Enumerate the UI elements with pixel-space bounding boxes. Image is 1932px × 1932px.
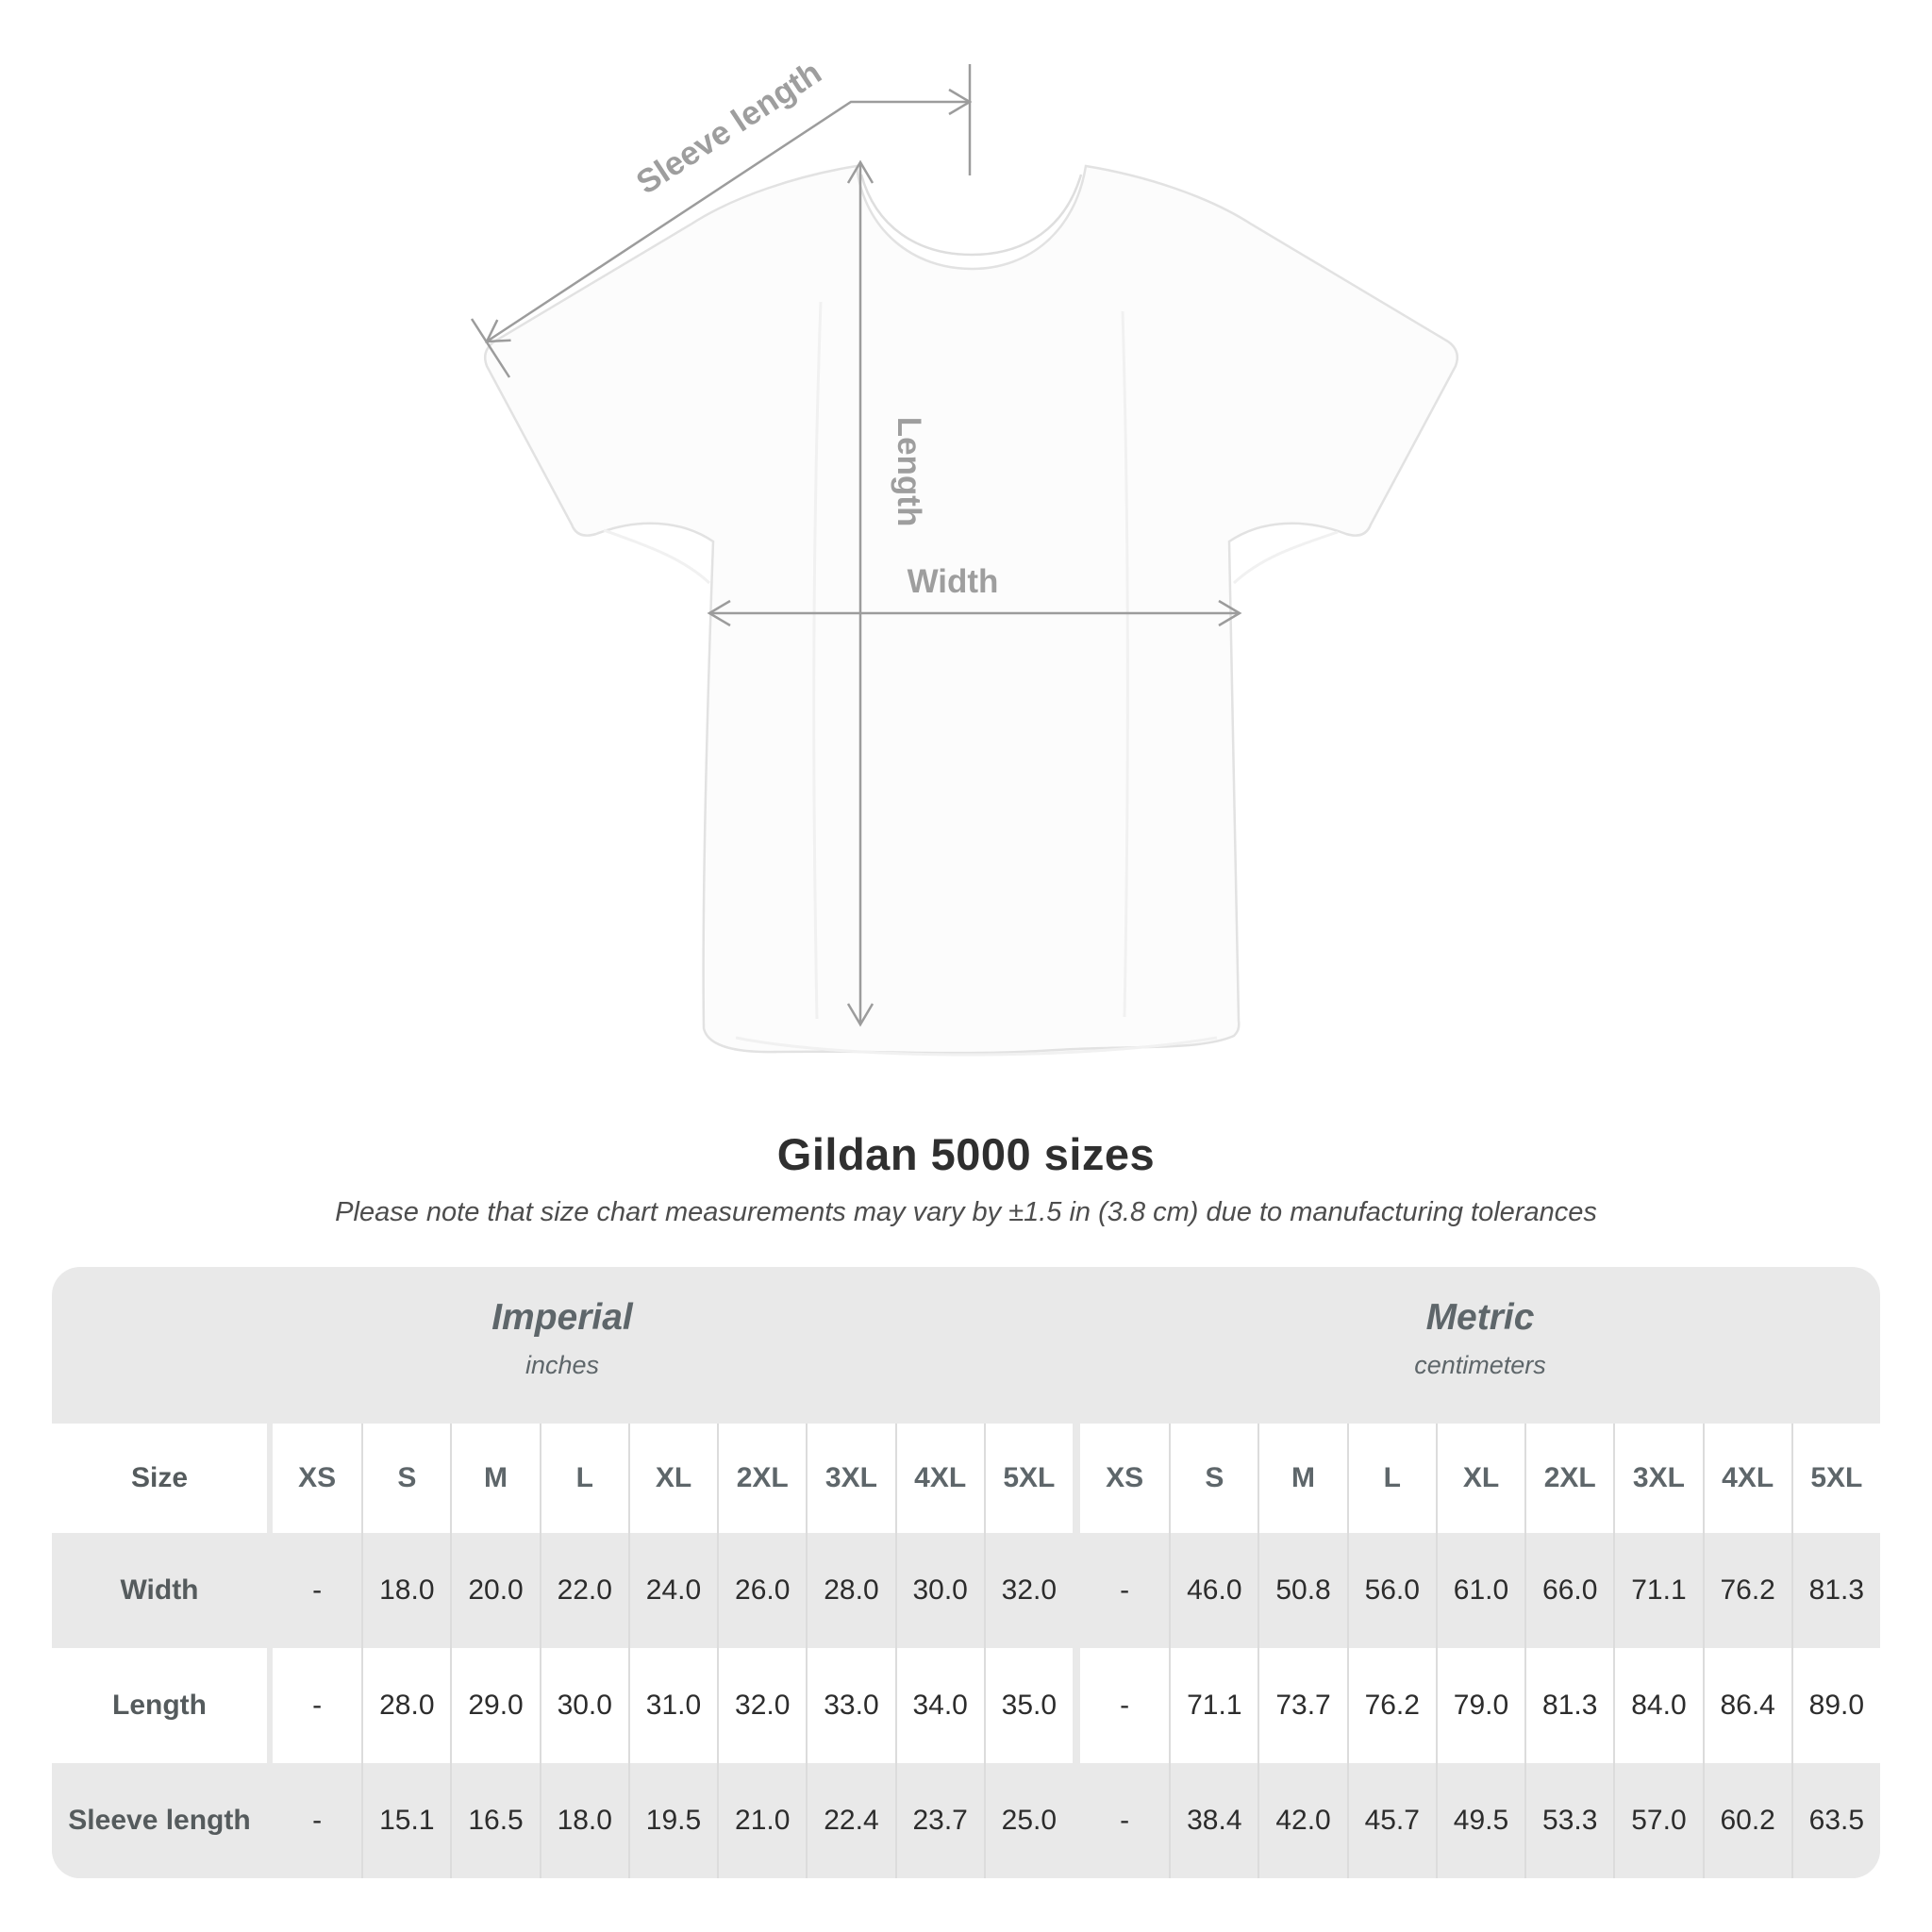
size-value-cell: 35.0 <box>984 1648 1073 1763</box>
row-label: Length <box>52 1648 267 1763</box>
size-header-cell: XL <box>628 1424 717 1533</box>
size-value-cell: 38.4 <box>1169 1763 1257 1878</box>
size-column-header: Size <box>52 1424 267 1533</box>
size-value-cell: 76.2 <box>1703 1533 1791 1648</box>
size-header-cell: 3XL <box>1613 1424 1702 1533</box>
size-header-cell: 4XL <box>895 1424 984 1533</box>
size-header-cell: S <box>361 1424 450 1533</box>
size-value-cell: 20.0 <box>450 1533 539 1648</box>
imperial-group-header <box>52 1267 1073 1424</box>
size-value-cell: 42.0 <box>1257 1763 1346 1878</box>
size-header-cell: 5XL <box>984 1424 1073 1533</box>
size-value-cell: 81.3 <box>1791 1533 1880 1648</box>
table-row-sleeve-length <box>52 1763 1880 1878</box>
size-table <box>52 1267 1880 1878</box>
sleeve-length-label: Sleeve length <box>629 54 828 202</box>
size-value-cell: 30.0 <box>540 1648 628 1763</box>
size-header-row <box>52 1424 1880 1533</box>
size-value-cell: 66.0 <box>1524 1533 1613 1648</box>
group-separator <box>1073 1267 1080 1424</box>
size-value-cell: 23.7 <box>895 1763 984 1878</box>
size-header-cell: XS <box>1080 1424 1169 1533</box>
size-value-cell: 76.2 <box>1347 1648 1436 1763</box>
size-value-cell: 56.0 <box>1347 1533 1436 1648</box>
size-value-cell: 71.1 <box>1613 1533 1702 1648</box>
size-value-cell: 24.0 <box>628 1533 717 1648</box>
size-header-cell: 5XL <box>1791 1424 1880 1533</box>
size-value-cell: 28.0 <box>806 1533 894 1648</box>
size-value-cell: 25.0 <box>984 1763 1073 1878</box>
size-value-cell: - <box>273 1648 361 1763</box>
tshirt-image <box>485 166 1457 1055</box>
size-value-cell: 19.5 <box>628 1763 717 1878</box>
size-header-cell: XS <box>273 1424 361 1533</box>
size-value-cell: 57.0 <box>1613 1763 1702 1878</box>
imperial-label: Imperial <box>491 1297 633 1338</box>
size-value-cell: - <box>1080 1648 1169 1763</box>
size-value-cell: 71.1 <box>1169 1648 1257 1763</box>
size-value-cell: 81.3 <box>1524 1648 1613 1763</box>
size-header-cell: 2XL <box>717 1424 806 1533</box>
metric-label: Metric <box>1425 1297 1535 1338</box>
size-value-cell: 22.4 <box>806 1763 894 1878</box>
group-separator <box>1073 1763 1080 1878</box>
size-value-cell: 29.0 <box>450 1648 539 1763</box>
table-row-width <box>52 1533 1880 1648</box>
size-value-cell: 89.0 <box>1791 1648 1880 1763</box>
size-header-cell: 2XL <box>1524 1424 1613 1533</box>
size-value-cell: 46.0 <box>1169 1533 1257 1648</box>
size-header-cell: M <box>1257 1424 1346 1533</box>
size-value-cell: - <box>1080 1533 1169 1648</box>
metric-unit: centimeters <box>1414 1351 1546 1379</box>
size-value-cell: 53.3 <box>1524 1763 1613 1878</box>
size-value-cell: 32.0 <box>984 1533 1073 1648</box>
size-value-cell: - <box>273 1533 361 1648</box>
row-label: Sleeve length <box>52 1763 267 1878</box>
size-value-cell: 21.0 <box>717 1763 806 1878</box>
size-value-cell: 15.1 <box>361 1763 450 1878</box>
size-value-cell: 49.5 <box>1436 1763 1524 1878</box>
metric-group-header <box>1080 1267 1880 1424</box>
tolerance-note: Please note that size chart measurements may vary by ±1.5 in (3.8 cm) due to manufacturing tolerances <box>335 1197 1597 1227</box>
size-header-cell: 3XL <box>806 1424 894 1533</box>
size-value-cell: - <box>273 1763 361 1878</box>
size-value-cell: 84.0 <box>1613 1648 1702 1763</box>
size-value-cell: 18.0 <box>361 1533 450 1648</box>
size-value-cell: 26.0 <box>717 1533 806 1648</box>
group-separator <box>1073 1424 1080 1533</box>
table-row-length <box>52 1648 1880 1763</box>
size-value-cell: 28.0 <box>361 1648 450 1763</box>
size-header-cell: S <box>1169 1424 1257 1533</box>
size-value-cell: 50.8 <box>1257 1533 1346 1648</box>
length-label: Length <box>891 416 927 527</box>
size-value-cell: - <box>1080 1763 1169 1878</box>
size-value-cell: 30.0 <box>895 1533 984 1648</box>
size-value-cell: 45.7 <box>1347 1763 1436 1878</box>
size-header-cell: L <box>1347 1424 1436 1533</box>
size-header-cell: L <box>540 1424 628 1533</box>
size-value-cell: 79.0 <box>1436 1648 1524 1763</box>
group-separator <box>1073 1533 1080 1648</box>
size-value-cell: 63.5 <box>1791 1763 1880 1878</box>
size-value-cell: 86.4 <box>1703 1648 1791 1763</box>
size-header-cell: XL <box>1436 1424 1524 1533</box>
size-value-cell: 18.0 <box>540 1763 628 1878</box>
imperial-unit: inches <box>525 1351 600 1379</box>
size-value-cell: 22.0 <box>540 1533 628 1648</box>
unit-group-header-row <box>52 1267 1880 1424</box>
heading <box>0 1128 1932 1228</box>
size-value-cell: 60.2 <box>1703 1763 1791 1878</box>
width-label: Width <box>907 563 999 600</box>
size-value-cell: 31.0 <box>628 1648 717 1763</box>
size-value-cell: 16.5 <box>450 1763 539 1878</box>
size-value-cell: 32.0 <box>717 1648 806 1763</box>
page-title: Gildan 5000 sizes <box>776 1129 1156 1179</box>
size-header-cell: 4XL <box>1703 1424 1791 1533</box>
size-value-cell: 61.0 <box>1436 1533 1524 1648</box>
size-value-cell: 33.0 <box>806 1648 894 1763</box>
size-header-cell: M <box>450 1424 539 1533</box>
group-separator <box>1073 1648 1080 1763</box>
row-label: Width <box>52 1533 267 1648</box>
size-value-cell: 73.7 <box>1257 1648 1346 1763</box>
size-value-cell: 34.0 <box>895 1648 984 1763</box>
